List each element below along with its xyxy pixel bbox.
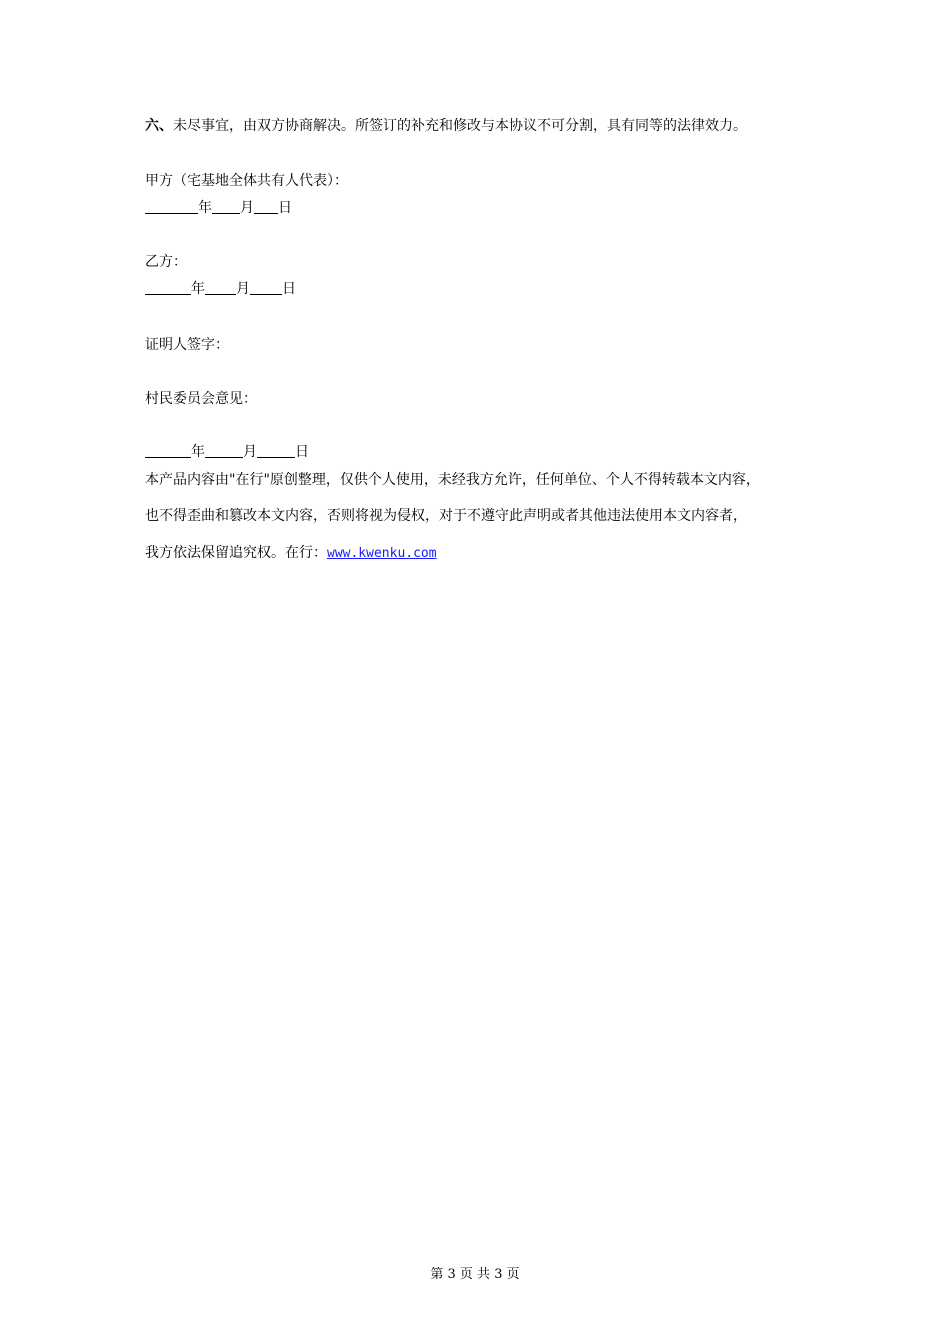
website-link[interactable]: www.kwenku.com: [327, 546, 437, 561]
party-a-date: [145, 199, 292, 217]
committee-month-blank: [205, 443, 243, 458]
party-b-year-blank: [145, 280, 191, 295]
party-b-label: 乙方：: [145, 254, 187, 270]
witness-label: 证明人签字：: [145, 337, 229, 353]
party-b-day-blank: [250, 280, 282, 295]
committee-year-label: 年: [191, 444, 205, 460]
clause-6-text: 未尽事宜，由双方协商解决。所签订的补充和修改与本协议不可分割，具有同等的法律效力。: [173, 118, 747, 134]
committee-year-blank: [145, 443, 191, 458]
committee-date: [145, 443, 309, 461]
disclaimer-line-3-text: 我方依法保留追究权。在行：: [145, 545, 327, 561]
committee-month-label: 月: [243, 444, 257, 460]
party-b-month-label: 月: [236, 281, 250, 297]
party-a-month-label: 月: [240, 200, 254, 216]
party-b-date: [145, 280, 296, 298]
party-b-year-label: 年: [191, 281, 205, 297]
party-a-day-blank: [254, 199, 278, 214]
committee-label: 村民委员会意见：: [145, 391, 257, 407]
party-b-day-label: 日: [282, 281, 296, 297]
party-a-day-label: 日: [278, 200, 292, 216]
disclaimer-line-1: 本产品内容由"在行"原创整理，仅供个人使用，未经我方允许，任何单位、个人不得转载本文内容，: [145, 472, 760, 488]
committee-day-label: 日: [295, 444, 309, 460]
clause-6: [145, 117, 747, 135]
party-a-label: 甲方（宅基地全体共有人代表）：: [145, 173, 348, 189]
disclaimer-line-3: [145, 544, 437, 563]
party-a-year-blank: [145, 199, 198, 214]
disclaimer-line-2: 也不得歪曲和篡改本文内容，否则将视为侵权，对于不遵守此声明或者其他违法使用本文内容者，: [145, 508, 747, 524]
party-a-year-label: 年: [198, 200, 212, 216]
clause-6-number: 六、: [145, 118, 173, 134]
committee-day-blank: [257, 443, 295, 458]
party-b-month-blank: [205, 280, 236, 295]
party-a-month-blank: [212, 199, 240, 214]
page-footer: 第 3 页 共 3 页: [430, 1267, 520, 1282]
